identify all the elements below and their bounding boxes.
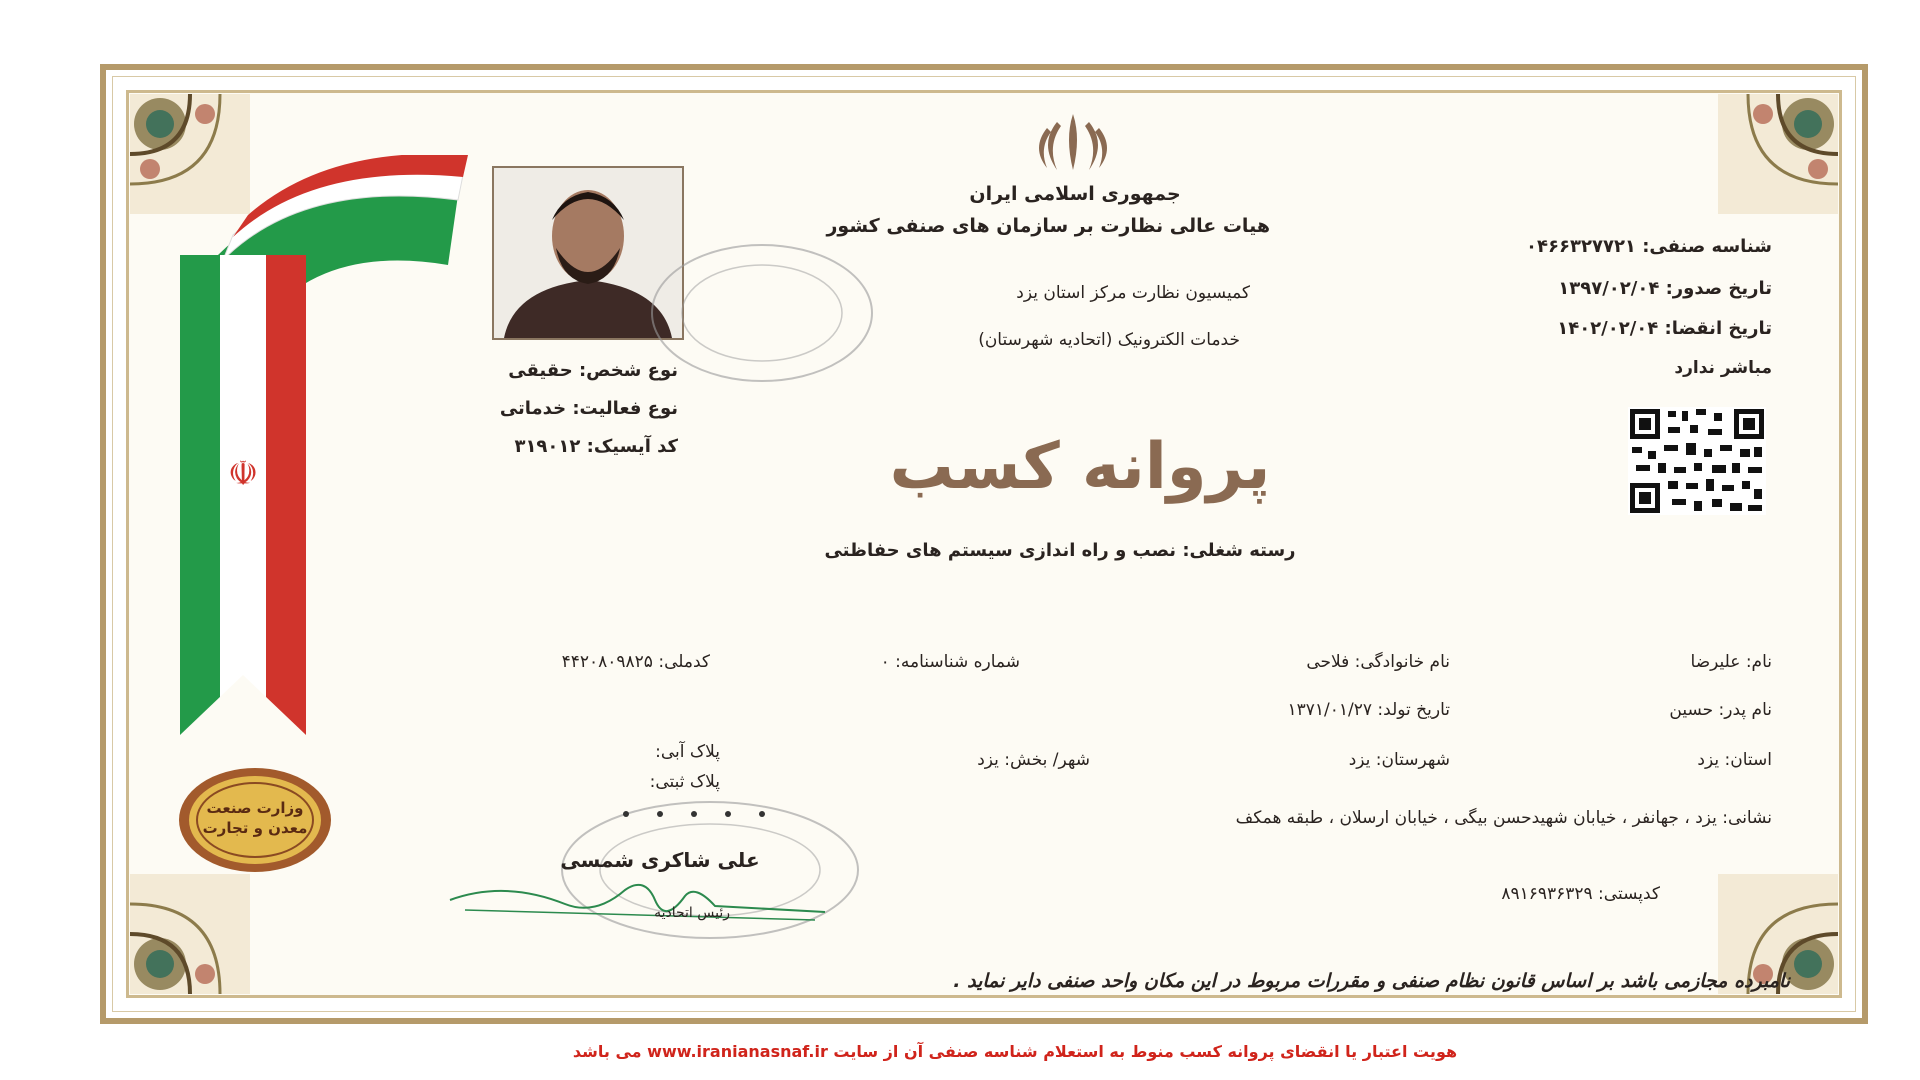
field-province: استان: یزد	[1697, 750, 1772, 770]
plate-dots	[618, 808, 778, 820]
field-blue-plate: پلاک آبی:	[655, 742, 720, 762]
signatory-role: رئیس اتحادیه	[654, 905, 730, 921]
svg-text:☫: ☫	[227, 454, 259, 494]
field-last-name: نام خانوادگی: فلاحی	[1306, 652, 1450, 672]
corner-ornament-top-right	[1718, 94, 1838, 214]
union-stamp-top	[645, 238, 880, 388]
issue-date: تاریخ صدور: ۱۳۹۷/۰۲/۰۴	[1558, 278, 1772, 299]
field-first-name: نام: علیرضا	[1690, 652, 1772, 672]
header-country: جمهوری اسلامی ایران	[969, 183, 1181, 205]
corner-ornament-bottom-left	[130, 874, 250, 994]
person-type: نوع شخص: حقیقی	[508, 360, 678, 381]
field-address: نشانی: یزد ، جهانفر ، خیابان شهیدحسن بیگی ، خیابان ارسلان ، طبقه همکف	[1235, 808, 1772, 828]
isic-code: کد آیسیک: ۳۱۹۰۱۲	[514, 436, 678, 457]
bottom-verification-note: هویت اعتبار یا انقضای پروانه کسب منوط به استعلام شناسه صنفی آن از سایت www.iranianasnaf.ir می باشد	[572, 1042, 1458, 1061]
field-postal-code: کدپستی: ۸۹۱۶۹۳۶۳۲۹	[1501, 884, 1660, 904]
header-board: هیات عالی نظارت بر سازمان های صنفی کشور	[826, 215, 1270, 237]
qr-code	[1628, 407, 1766, 515]
signature-scribble	[445, 870, 835, 930]
guild-id: شناسه صنفی: ۰۴۶۶۳۲۷۷۲۱	[1526, 236, 1772, 257]
header-union: خدمات الکترونیک (اتحادیه شهرستان)	[978, 330, 1240, 350]
activity-type: نوع فعالیت: خدماتی	[499, 398, 678, 419]
direct-status: مباشر ندارد	[1674, 358, 1772, 378]
field-county: شهرستان: یزد	[1348, 750, 1450, 770]
iran-emblem-icon	[1033, 108, 1113, 176]
certificate-title: پروانه کسب	[889, 430, 1271, 504]
signatory-name: علی شاکری شمسی	[560, 848, 760, 872]
field-father-name: نام پدر: حسین	[1669, 700, 1772, 720]
field-city: شهر/ بخش: یزد	[977, 750, 1090, 770]
field-birth-date: تاریخ تولد: ۱۳۷۱/۰۱/۲۷	[1287, 700, 1450, 720]
field-id-number: شماره شناسنامه: ۰	[880, 652, 1020, 672]
job-category: رسته شغلی: نصب و راه اندازی سیستم های حفاظتی	[824, 540, 1296, 561]
footer-note: نامبرده مجازمی باشد بر اساس قانون نظام صنفی و مقررات مربوط در این مکان واحد صنفی دایر نماید .	[953, 970, 1790, 992]
ministry-seal-text: وزارت صنعت معدن و تجارت	[202, 799, 308, 837]
field-registered-plate: پلاک ثبتی:	[649, 772, 720, 792]
expiry-date: تاریخ انقضا: ۱۴۰۲/۰۲/۰۴	[1557, 318, 1772, 339]
header-commission: کمیسیون نظارت مرکز استان یزد	[1016, 283, 1250, 303]
field-national-code: کدملی: ۴۴۲۰۸۰۹۸۲۵	[561, 652, 710, 672]
